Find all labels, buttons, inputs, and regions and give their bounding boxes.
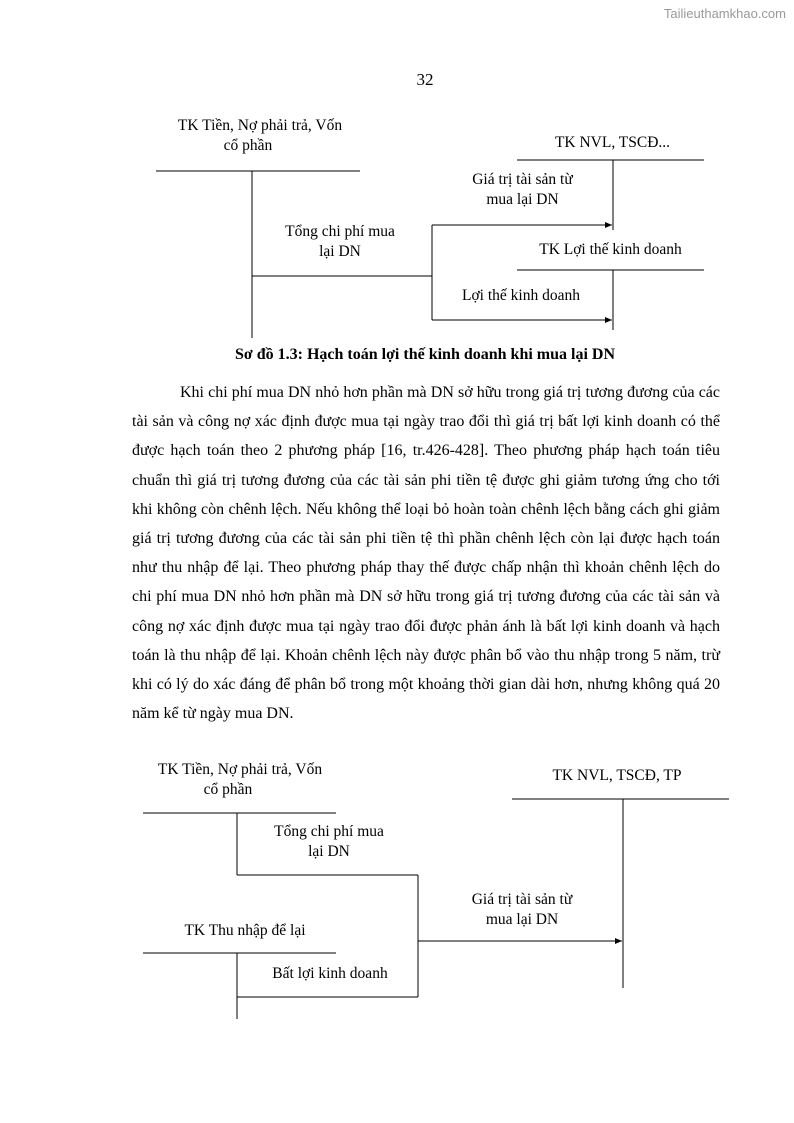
d1-center-label: Tổng chi phí mua lại DN [285,223,395,260]
watermark: Tailieuthamkhao.com [663,6,786,21]
d2-right-account-label: TK NVL, TSCĐ, TP [552,767,682,784]
page-number: 32 [416,70,434,89]
body-paragraph: Khi chi phí mua DN nhỏ hơn phần mà DN sở hữu trong giá trị tương đương của các tài sản và công nợ xác định được mua tại ngày trao đổi thì giá trị bất lợi kinh doanh có thể được hạch toán theo 2 phương pháp [16, tr.426-428]. Theo phương pháp hạch toán tiêu chuẩn thì giá trị tương đương của các tài sản phi tiền tệ được ghi giảm tương ứng cho tới khi không còn chênh lệch. Nếu không thể loại bỏ hoàn toàn chênh lệch bằng cách ghi giảm giá trị tương đương của các tài sản phi tiền tệ thì phần chênh lệch còn lại được hạch toán như thu nhập để lại. Theo phương pháp thay thế được chấp nhận thì khoản chênh lệch do chi phí mua DN nhỏ hơn phần mà DN sở hữu trong giá trị tương đương của các tài sản và công nợ xác định được mua tại ngày trao đổi được phản ánh là bất lợi kinh doanh và hạch toán là thu nhập để lại. Khoản chênh lệch này được phân bổ vào thu nhập trong 5 năm, trừ khi có lý do xác đáng để phân bổ trong một khoảng thời gian dài hơn, nhưng không quá 20 năm kể từ ngày mua DN. [132,384,720,723]
d1-right-top-account-label: TK NVL, TSCĐ... [554,134,671,151]
d2-bottom-label: Bất lợi kinh doanh [272,965,388,982]
d2-center-label: Tổng chi phí mua lại DN [274,823,384,860]
d2-left-account-label: TK Tiền, Nợ phải trả, Vốn cổ phần [157,761,323,798]
d1-arrow-top-label: Giá trị tài sản từ mua lại DN [472,171,573,208]
d1-right-bottom-account-label: TK Lợi thế kinh doanh [539,241,682,258]
d2-bottom-account-label: TK Thu nhập để lại [184,922,306,939]
figure-caption: Sơ đồ 1.3: Hạch toán lợi thế kinh doanh khi mua lại DN [234,346,616,363]
d1-arrow-bottom-label: Lợi thế kinh doanh [462,287,580,304]
d1-left-account-label: TK Tiền, Nợ phải trả, Vốn cổ phần [177,117,343,154]
d2-arrow-label: Giá trị tài sản từ mua lại DN [471,891,573,928]
